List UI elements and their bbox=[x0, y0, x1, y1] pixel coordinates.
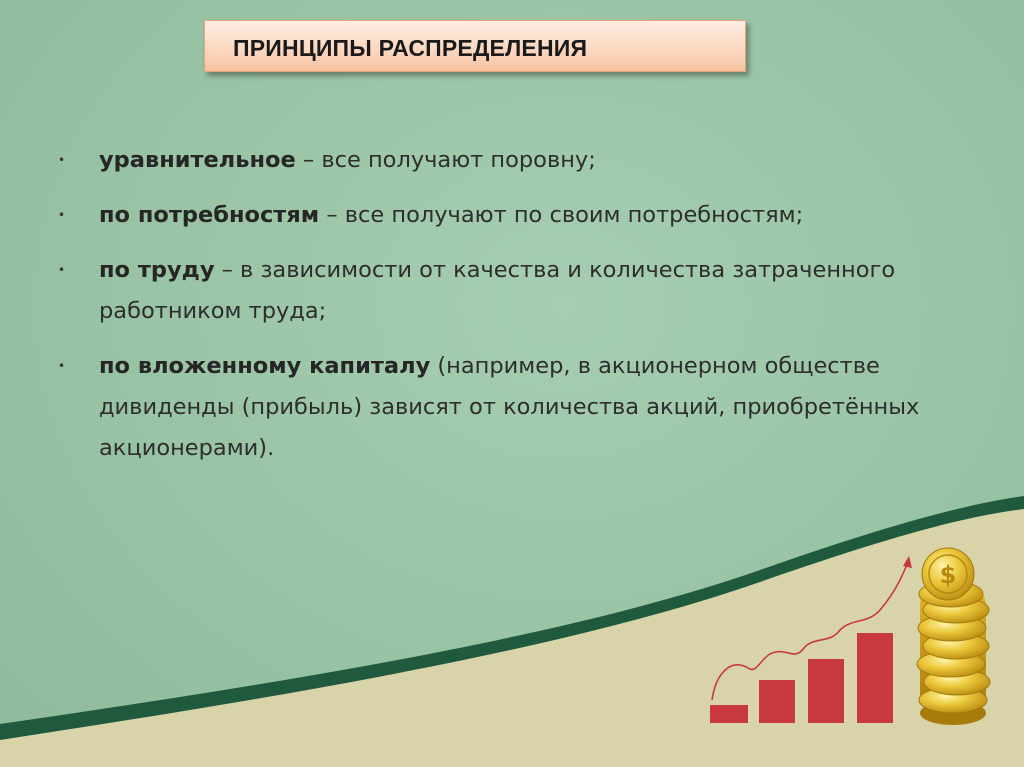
bar-4 bbox=[857, 633, 893, 723]
bar-2 bbox=[759, 680, 795, 723]
principles-list bbox=[56, 140, 936, 483]
bar-1 bbox=[710, 705, 748, 723]
list-item bbox=[56, 140, 936, 181]
list-item bbox=[56, 346, 936, 469]
list-item bbox=[56, 195, 936, 236]
principle-term: уравнительное bbox=[99, 147, 296, 173]
principle-term: по труду bbox=[99, 257, 215, 283]
principle-description: – все получают поровну; bbox=[295, 147, 596, 173]
slide-title: ПРИНЦИПЫ РАСПРЕДЕЛЕНИЯ bbox=[233, 35, 588, 61]
principle-description: (например, в акционерном обществе дивиденды (прибыль) зависят от количества акций, приобретённых акционерами). bbox=[99, 353, 920, 461]
dollar-sign-icon: $ bbox=[939, 561, 957, 589]
bullet-icon: • bbox=[58, 208, 66, 222]
list-item bbox=[56, 250, 936, 332]
bar-3 bbox=[808, 659, 844, 723]
bullet-icon: • bbox=[58, 359, 66, 373]
principle-description: – в зависимости от качества и количества затраченного работником труда; bbox=[99, 257, 896, 324]
principle-term: по вложенному капиталу bbox=[99, 353, 431, 379]
title-box bbox=[204, 20, 746, 72]
bullet-icon: • bbox=[58, 263, 66, 277]
principle-description: – все получают по своим потребностям; bbox=[319, 202, 804, 228]
principle-term: по потребностям bbox=[99, 202, 320, 228]
bullet-icon: • bbox=[58, 153, 66, 167]
